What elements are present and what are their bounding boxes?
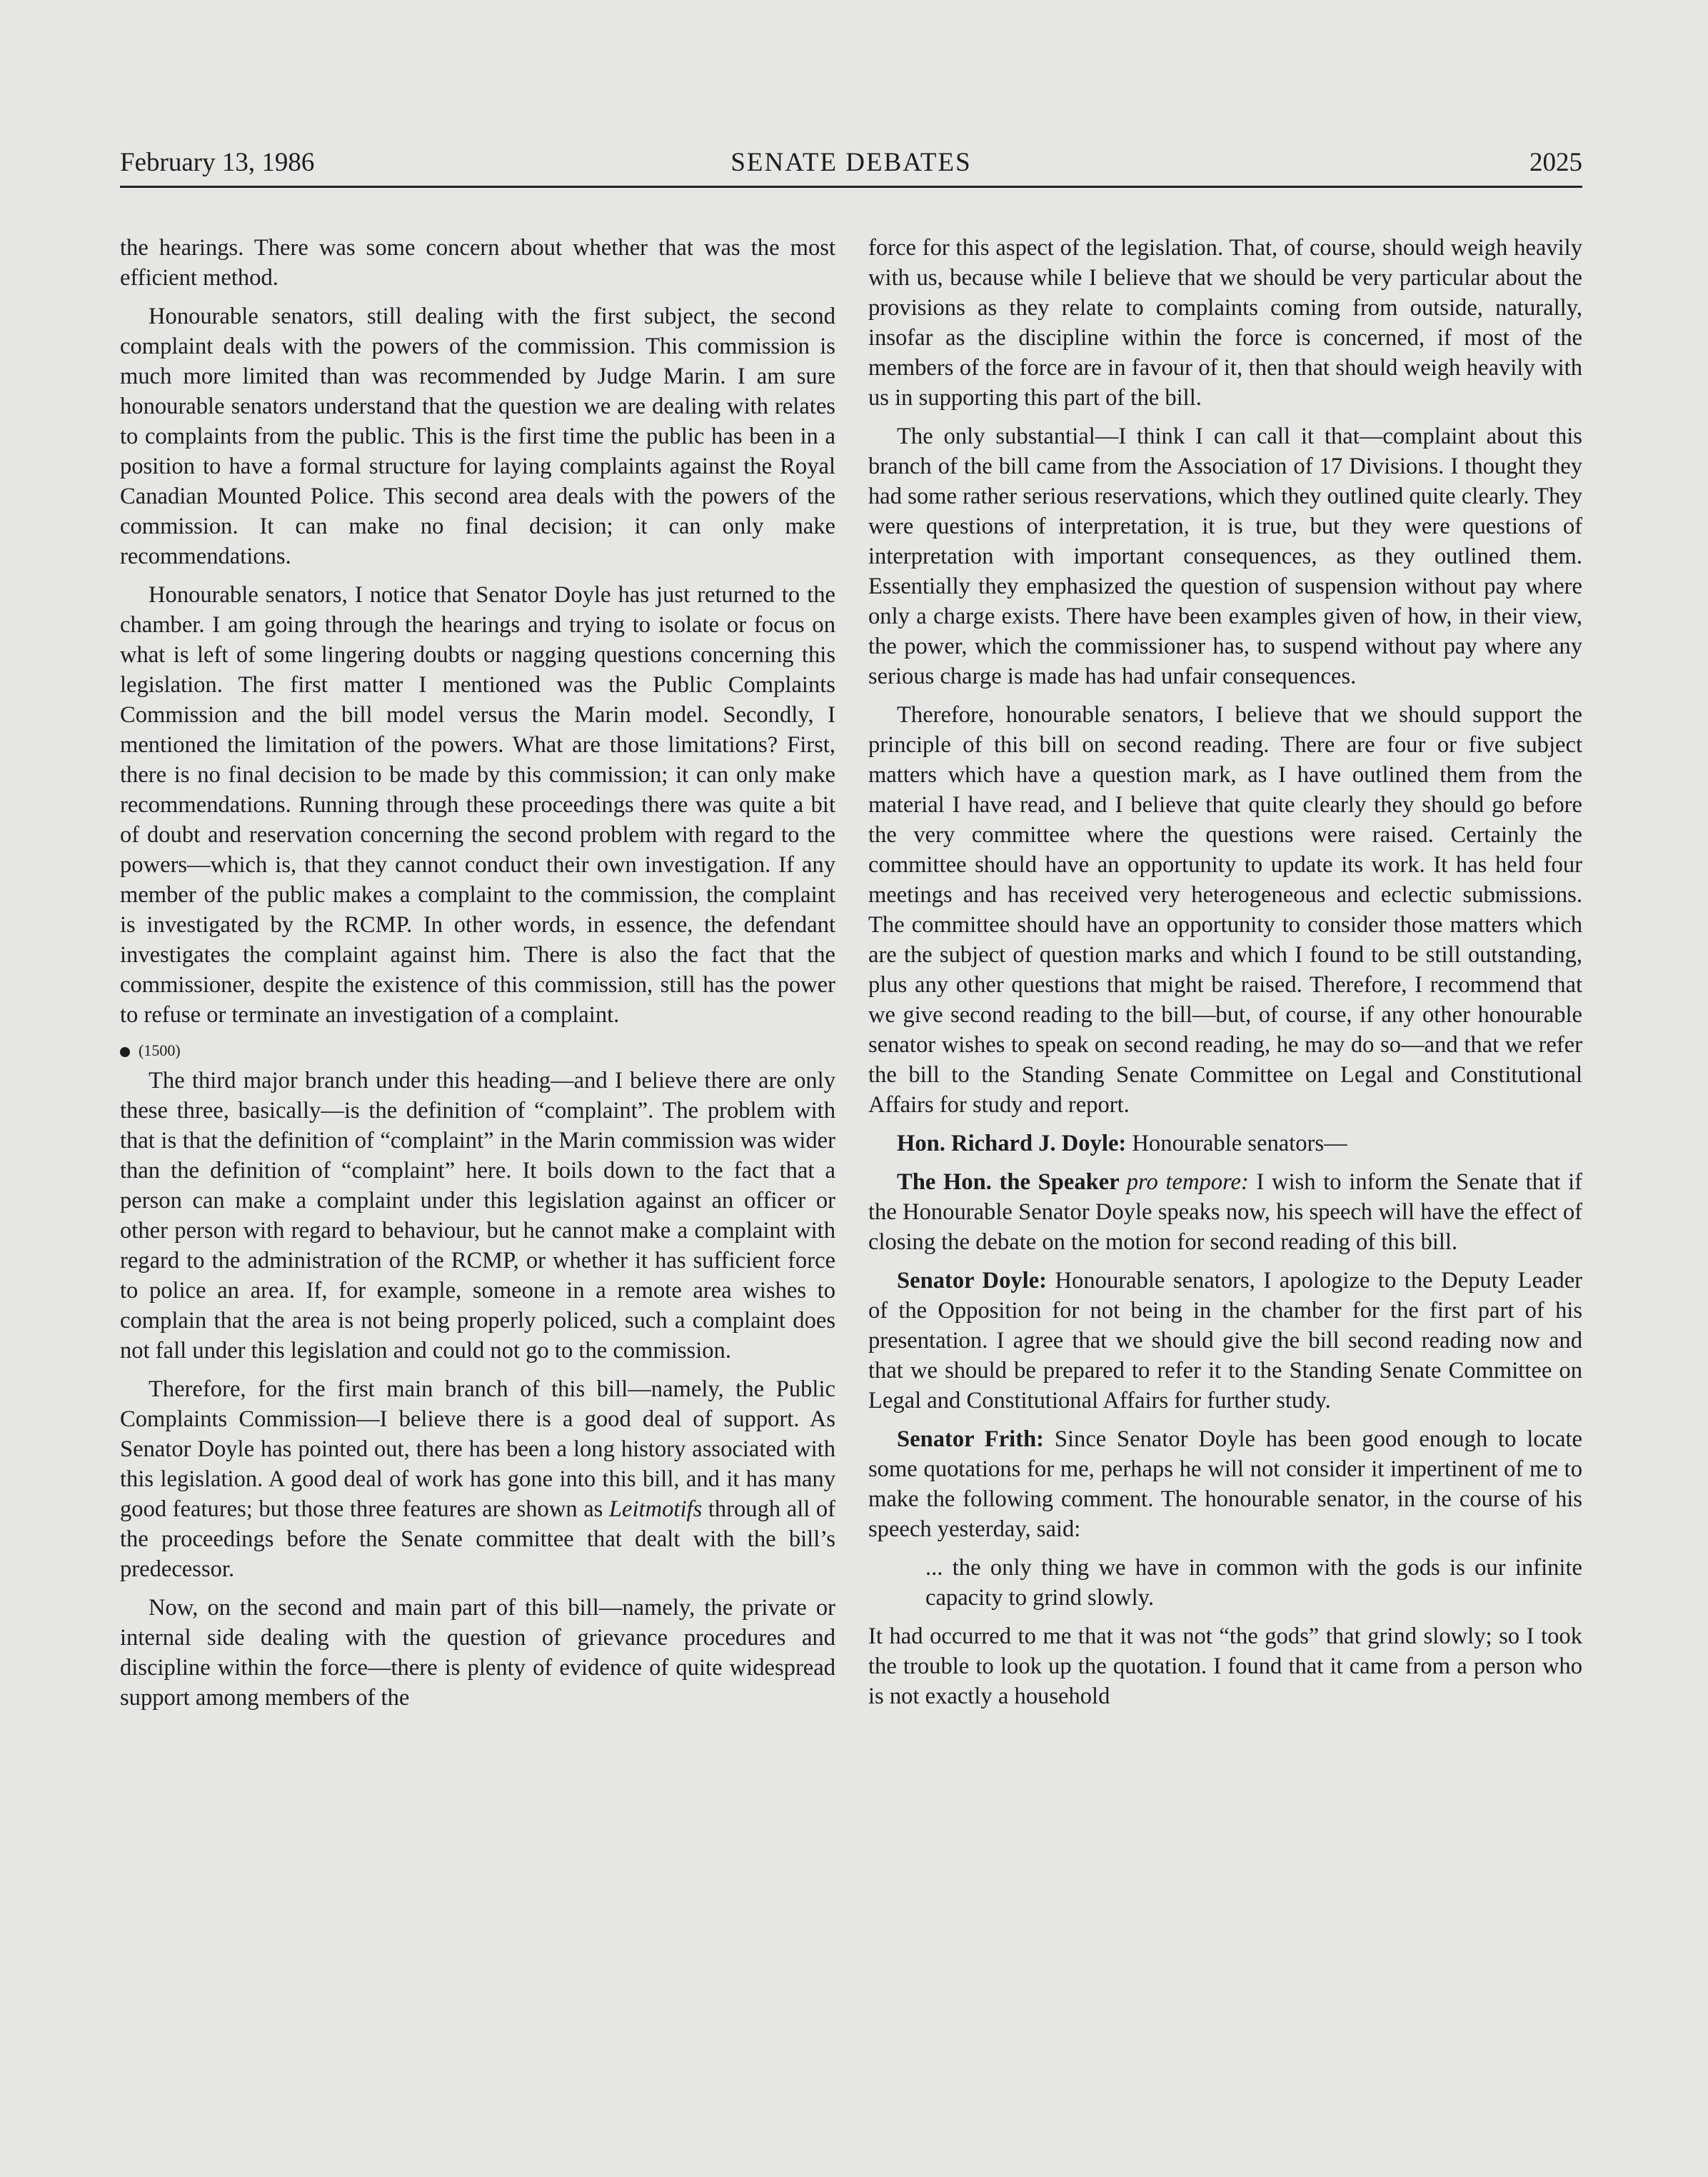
paragraph: Honourable senators, I notice that Senator Doyle has just returned to the chamber. I am going through the hearings and trying to isolate or focus on what is left of some lingering doubts or nagging questions concerning this legislation. The first matter I mentioned was the Public Complaints Commission and the bill model versus the Marin model. Secondly, I mentioned the limitation of the powers. What are those limitations? First, there is no final decision to be made by this commission; it can only make recommendations. Running through these proceedings there was quite a bit of doubt and reservation concerning the second problem with regard to the powers—which is, that they cannot conduct their own investigation. If any member of the public makes a complaint to the commission, the complaint is investigated by the RCMP. In other words, in essence, the defendant investigates the complaint against him. There is also the fact that the commissioner, despite the existence of this commission, still has the power to refuse or terminate an investigation of a complaint. (120, 582, 835, 1028)
paragraph: Therefore, honourable senators, I believe that we should support the principle of this bill on second reading. There are four or five subject matters which have a question mark, as I have outlined them from the material I have read, and I believe that quite clearly they should go before the very committee where the questions were raised. Certainly the committee should have an opportunity to update its work. It has held four meetings and has received very heterogeneous and eclectic submissions. The committee should have an opportunity to consider those matters which are the subject of question marks and which I found to be still outstanding, plus any other questions that might be raised. Therefore, I recommend that we give second reading to the bill—but, of course, if any other honourable senator wishes to speak on second reading, he may do so—and that we refer the bill to the Standing Senate Committee on Legal and Constitutional Affairs for study and report. (868, 702, 1582, 1118)
speech-text: I wish to inform the Senate that if the Honourable Senator Doyle speaks now, his speech will have the effect of closing the debate on the motion for second reading of this bill. (868, 1169, 1582, 1255)
paragraph: Now, on the second and main part of this bill—namely, the private or internal side dealing with the question of grievance procedures and discipline within the force—there is plenty of evidence of quite widespread support among members of the (120, 1595, 835, 1711)
italic-term: Leitmotifs (608, 1496, 703, 1522)
paragraph-text: Therefore, for the first main branch of this bill—namely, the Public Complaints Commission—I believe there is a good deal of support. As Senator Doyle has pointed out, there has been a long history associated with this legislation. A good deal of work has gone into this bill, and it has many good features; but those three features are shown as (120, 1376, 835, 1522)
header-date: February 13, 1986 (120, 148, 315, 177)
paragraph: force for this aspect of the legislation. That, of course, should weigh heavily with us, because while I believe that we should be very particular about the provisions as they relate to complaints coming from outside, naturally, insofar as the discipline within the force is concerned, if most of the members of the force are in favour of it, then that should weigh heavily with us in supporting this part of the bill. (868, 235, 1582, 411)
header-title: SENATE DEBATES (730, 148, 972, 177)
speech-paragraph (868, 1167, 1582, 1257)
paragraph (120, 1374, 835, 1584)
speech-paragraph (868, 1128, 1582, 1158)
speech-text: Honourable senators, I apologize to the Deputy Leader of the Opposition for not being in the chamber for the first part of his presentation. I agree that we should give the bill second reading now and that we should be prepared to refer it to the Standing Senate Committee on Legal and Constitutional Affairs for further study. (868, 1268, 1583, 1413)
header-page-number: 2025 (1529, 148, 1582, 177)
paragraph: The third major branch under this heading—and I believe there are only these three, basically—is the definition of “complaint”. The problem with that is that the definition of “complaint” in the Marin commission was wider than the definition of “complaint” here. It boils down to the fact that a person can make a complaint under this legislation against an officer or other person with regard to behaviour, but he cannot make a complaint with regard to the administration of the RCMP, or whether it has sufficient force to police an area. If, for example, someone in a remote area wishes to complain that the area is not being properly policed, such a complaint does not fall under this legislation and could not go to the commission. (120, 1068, 835, 1363)
time-marker-text: (1500) (139, 1041, 181, 1059)
page-header (120, 143, 1582, 188)
paragraph: The only substantial—I think I can call it that—complaint about this branch of the bill came from the Association of 17 Divisions. I thought they had some rather serious reservations, which they outlined quite clearly. They were questions of interpretation, it is true, but they were questions of interpretation with important consequences, as they outlined them. Essentially they emphasized the question of suspension without pay where only a charge exists. There have been examples given of how, in their view, the power, which the commissioner has, to suspend without pay where any serious charge is made has had unfair consequences. (868, 424, 1582, 689)
time-marker (120, 1039, 835, 1063)
speaker-name: Hon. Richard J. Doyle: (897, 1131, 1127, 1156)
bullet-icon (120, 1047, 130, 1057)
right-column (868, 233, 1582, 1720)
paragraph: Honourable senators, still dealing with the first subject, the second complaint deals with the powers of the commission. This commission is much more limited than was recommended by Judge Marin. I am sure honourable senators understand that the question we are dealing with relates to complaints from the public. This is the first time the public has been in a position to have a formal structure for laying complaints against the Royal Canadian Mounted Police. This second area deals with the powers of the commission. It can make no final decision; it can only make recommendations. (120, 304, 835, 569)
speaker-name: Senator Doyle: (897, 1268, 1048, 1293)
speech-paragraph (868, 1424, 1582, 1544)
speaker-name: Senator Frith: (897, 1426, 1045, 1452)
block-quote: ... the only thing we have in common with the gods is our infinite capacity to grind slowly. (925, 1555, 1582, 1611)
speaker-name: The Hon. the Speaker (897, 1169, 1127, 1195)
left-column (120, 233, 835, 1721)
paragraph: It had occurred to me that it was not “the gods” that grind slowly; so I took the trouble to look up the quotation. I found that it came from a person who is not exactly a household (868, 1623, 1582, 1709)
paragraph: the hearings. There was some concern about whether that was the most efficient method. (120, 235, 835, 291)
speech-text: Honourable senators— (1126, 1131, 1347, 1156)
paragraph-text: through all of the proceedings before the Senate committee that dealt with the bill’s predecessor. (120, 1496, 835, 1582)
speech-paragraph (868, 1266, 1582, 1416)
speaker-title-italic: pro tempore: (1126, 1169, 1249, 1195)
speech-text: Since Senator Doyle has been good enough to locate some quotations for me, perhaps he will not consider it impertinent of me to make the following comment. The honourable senator, in the course of his speech yesterday, said: (868, 1426, 1582, 1542)
